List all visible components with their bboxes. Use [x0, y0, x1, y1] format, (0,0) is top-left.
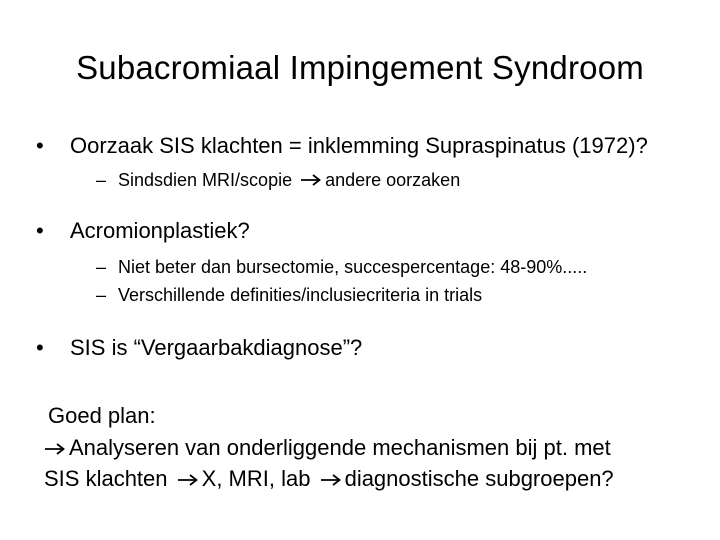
- bullet-text: Oorzaak SIS klachten = inklemming Supraspinatus (1972)?: [70, 133, 648, 158]
- plan-text: X, MRI, lab: [201, 466, 311, 491]
- sub-bullet-text: Sindsdien MRI/scopie: [118, 170, 293, 190]
- plan-text: SIS klachten: [44, 466, 168, 491]
- slide-title: Subacromiaal Impingement Syndroom: [76, 49, 644, 86]
- bullet-item: [36, 216, 250, 246]
- sub-bullet-marker: –: [96, 285, 107, 305]
- right-arrow-icon: [44, 442, 66, 456]
- bullet-item: [36, 131, 648, 161]
- sub-bullet-text: andere oorzaken: [325, 170, 461, 190]
- sub-bullet-item: [96, 168, 460, 192]
- right-arrow-icon: [177, 473, 199, 487]
- plan-heading: Goed plan:: [48, 403, 156, 428]
- plan-line: [44, 432, 611, 463]
- sub-bullet-text: Niet beter dan bursectomie, succespercentage: 48-90%.....: [118, 257, 588, 277]
- bullet-marker: •: [36, 335, 44, 360]
- bullet-marker: •: [36, 133, 44, 158]
- right-arrow-icon: [300, 173, 322, 187]
- bullet-text: Acromionplastiek?: [70, 218, 250, 243]
- bullet-marker: •: [36, 218, 44, 243]
- bullet-item: [36, 333, 362, 363]
- plan-text: diagnostische subgroepen?: [344, 466, 614, 491]
- sub-bullet-text: Verschillende definities/inclusiecriteria in trials: [118, 285, 483, 305]
- sub-bullet-marker: –: [96, 257, 107, 277]
- bullet-text: SIS is “Vergaarbakdiagnose”?: [70, 335, 363, 360]
- right-arrow-icon: [320, 473, 342, 487]
- sub-bullet-item: [96, 283, 482, 307]
- plan-text: Analyseren van onderliggende mechanismen bij pt. met: [69, 435, 611, 460]
- sub-bullet-item: [96, 255, 587, 279]
- sub-bullet-marker: –: [96, 170, 107, 190]
- plan-line: [44, 463, 614, 494]
